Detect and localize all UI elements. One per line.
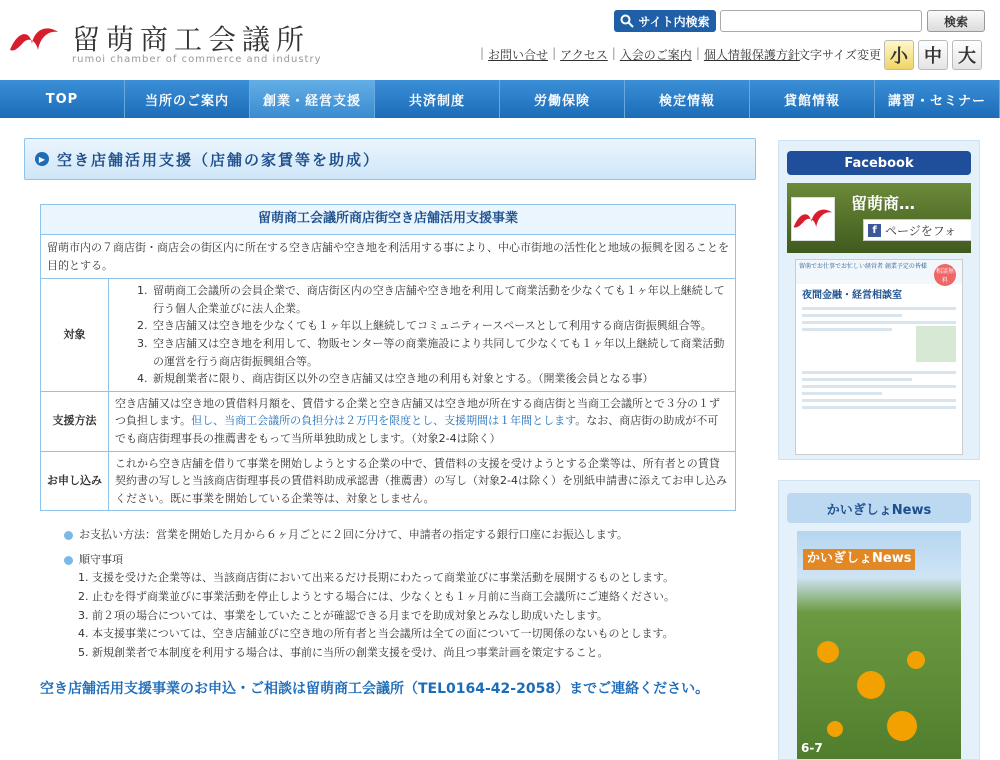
fontsize-label: 文字サイズ変更: [798, 48, 882, 62]
target-list: [115, 282, 729, 388]
rules-title: 順守事項: [79, 552, 123, 566]
facebook-post-image[interactable]: [795, 259, 963, 455]
search-icon: [620, 14, 634, 28]
facebook-widget: [778, 140, 980, 460]
link-membership[interactable]: 入会のご案内: [619, 48, 692, 62]
facebook-page-name[interactable]: 留萌商…: [851, 194, 916, 213]
facebook-follow-label: ページをフォ: [885, 223, 957, 238]
payment-note-text: お支払い方法：営業を開始した月から６ヶ月ごとに２回に分けて、申請者の指定する銀行口座にお振込します。: [79, 528, 628, 541]
nav-facility-rental[interactable]: 貸館情報: [750, 80, 875, 118]
search-input[interactable]: [720, 10, 922, 32]
page-title-bar: [24, 138, 756, 180]
post-badge: 相談無料: [934, 264, 956, 286]
support-text: 空き店舗又は空き地の賃借料月額を、賃借する企業と空き店舗又は空き地が所在する商店街と当商工会議所とで３分の１ずつ負担します。: [115, 396, 720, 428]
facebook-title: Facebook: [787, 151, 971, 175]
site-logo-text[interactable]: 留萌商工会議所: [72, 23, 311, 56]
rule-item: 5. 新規創業者で本制度を利用する場合は、事前に当所の創業支援を受け、尚且つ事業計画を策定すること。: [92, 644, 744, 663]
contact-message: 空き店舗活用支援事業のお申込・ご相談は留萌商工会議所（TEL0164-42-2058）までご連絡ください。: [40, 681, 710, 697]
logo-icon: [792, 198, 834, 240]
nav-labor-insurance[interactable]: 労働保険: [500, 80, 625, 118]
bullet-icon: [64, 531, 73, 540]
facebook-follow-button[interactable]: [863, 219, 971, 241]
link-contact[interactable]: お問い合せ: [488, 48, 549, 62]
target-item: 2. 空き店舗又は空き地を少なくても１ヶ年以上継続してコミュニティースペースとして利用する商店街振興組合等。: [151, 317, 729, 335]
play-arrow-icon: ▶: [35, 152, 49, 166]
post-illustration: [916, 326, 956, 362]
target-item: 1. 留萌商工会議所の会員企業で、商店街区内の空き店舗や空き地を利用して商業活動を少なくても１ヶ年以上継続して行う個人企業並びに法人企業。: [151, 282, 729, 317]
news-widget: [778, 480, 980, 760]
nav-seminars[interactable]: 講習・セミナー: [875, 80, 1000, 118]
fontsize-small-button[interactable]: 小: [884, 40, 914, 70]
site-search-label: [614, 10, 716, 32]
target-body: [109, 279, 736, 392]
post-title: 夜間金融・経営相談室: [802, 290, 902, 301]
main-nav: [0, 80, 1000, 118]
news-cover-title: かいぎしょNews: [803, 549, 915, 570]
page-title: 空き店舗活用支援（店舗の家賃等を助成）: [57, 150, 381, 169]
target-item: 4. 新規創業者に限り、商店街区以外の空き店舗又は空き地の利用も対象とする。（開業後会員となる事）: [151, 370, 729, 388]
nav-business-support[interactable]: 創業・経営支援: [250, 80, 375, 118]
facebook-cover[interactable]: [787, 183, 971, 253]
link-privacy[interactable]: 個人情報保護方針: [703, 48, 800, 62]
search-submit-button[interactable]: 検索: [927, 10, 985, 32]
fontsize-medium-button[interactable]: 中: [918, 40, 948, 70]
table-title: 留萌商工会議所商店街空き店舗活用支援事業: [41, 205, 736, 235]
post-headline: 留萌でお仕事でお忙しい経営者 創業予定の皆様: [796, 260, 962, 284]
target-item: 3. 空き店舗又は空き地を利用して、物販センター等の商業施設により共同して少なくても１ヶ年以上継続して商業活動の運営を行う商店街振興組合等。: [151, 335, 729, 370]
support-table: [40, 204, 736, 511]
rule-item: 4. 本支援事業については、空き店舗並びに空き地の所有者と当会議所は全ての面について一切関係のないものとします。: [92, 625, 744, 644]
support-label: 支援方法: [41, 391, 109, 451]
rules-list: [64, 569, 744, 662]
support-body: [109, 391, 736, 451]
nav-certification[interactable]: 検定情報: [625, 80, 750, 118]
search-label-text: サイト内検索: [638, 14, 710, 29]
apply-label: お申し込み: [41, 451, 109, 511]
rule-item: 2. 止むを得ず商業並びに事業活動を停止しようとする場合には、少なくとも１ヶ月前に当商工会議所にご連絡ください。: [92, 588, 744, 607]
bullet-icon: [64, 556, 73, 565]
news-cover-image[interactable]: [797, 531, 961, 760]
link-access[interactable]: アクセス: [560, 48, 608, 62]
rule-item: 1. 支援を受けた企業等は、当該商店街において出来るだけ長期にわたって商業並びに事業活動を展開するものとします。: [92, 569, 744, 588]
rule-item: 3. 前２項の場合については、事業をしていたことが確認できる月までを助成対象とみなし助成いたします。: [92, 607, 744, 626]
site-header: [0, 0, 1000, 80]
payment-note: [64, 526, 744, 545]
apply-body: これから空き店舗を借りて事業を開始しようとする企業の中で、賃借料の支援を受けようとする企業等は、所有者との賃貸契約書の写しと当該商店街理事長の賃借料助成承認書（推薦書）の写し（対象2-4は除く）を別紙申請書に添えてお申し込みください。既に事業を開始している企業等は、対象としません。: [109, 451, 736, 511]
fontsize-large-button[interactable]: 大: [952, 40, 982, 70]
support-text-tail: 。なお、商店街の助成が不可でも商店街理事長の推薦書をもって当所単独助成とします。（対象2-4は除く）: [115, 414, 719, 445]
facebook-page-logo[interactable]: [791, 197, 835, 241]
news-cover-date: 6-7: [801, 741, 823, 755]
facebook-icon: f: [868, 224, 881, 237]
table-intro: 留萌市内の７商店街・商店会の街区内に所在する空き店舗や空き地を利活用する事により、中心市街地の活性化と地域の振興を図ることを目的とする。: [41, 235, 736, 279]
rules-heading: [64, 551, 744, 570]
nav-about[interactable]: 当所のご案内: [125, 80, 250, 118]
site-logo-subtitle: rumoi chamber of commerce and industry: [72, 54, 322, 65]
news-title[interactable]: かいぎしょNews: [787, 493, 971, 523]
target-label: 対象: [41, 279, 109, 392]
logo-icon[interactable]: [8, 20, 60, 60]
main-content: [24, 138, 756, 697]
support-text-highlight: 但し、当商工会議所の負担分は２万円を限度とし、支援期間は１年間とします: [191, 414, 576, 428]
nav-top[interactable]: TOP: [0, 80, 125, 118]
utility-links: | お問い合せ | アクセス | 入会のご案内 | 個人情報保護方針: [480, 46, 804, 63]
nav-mutual-aid[interactable]: 共済制度: [375, 80, 500, 118]
notes-section: [64, 526, 744, 663]
